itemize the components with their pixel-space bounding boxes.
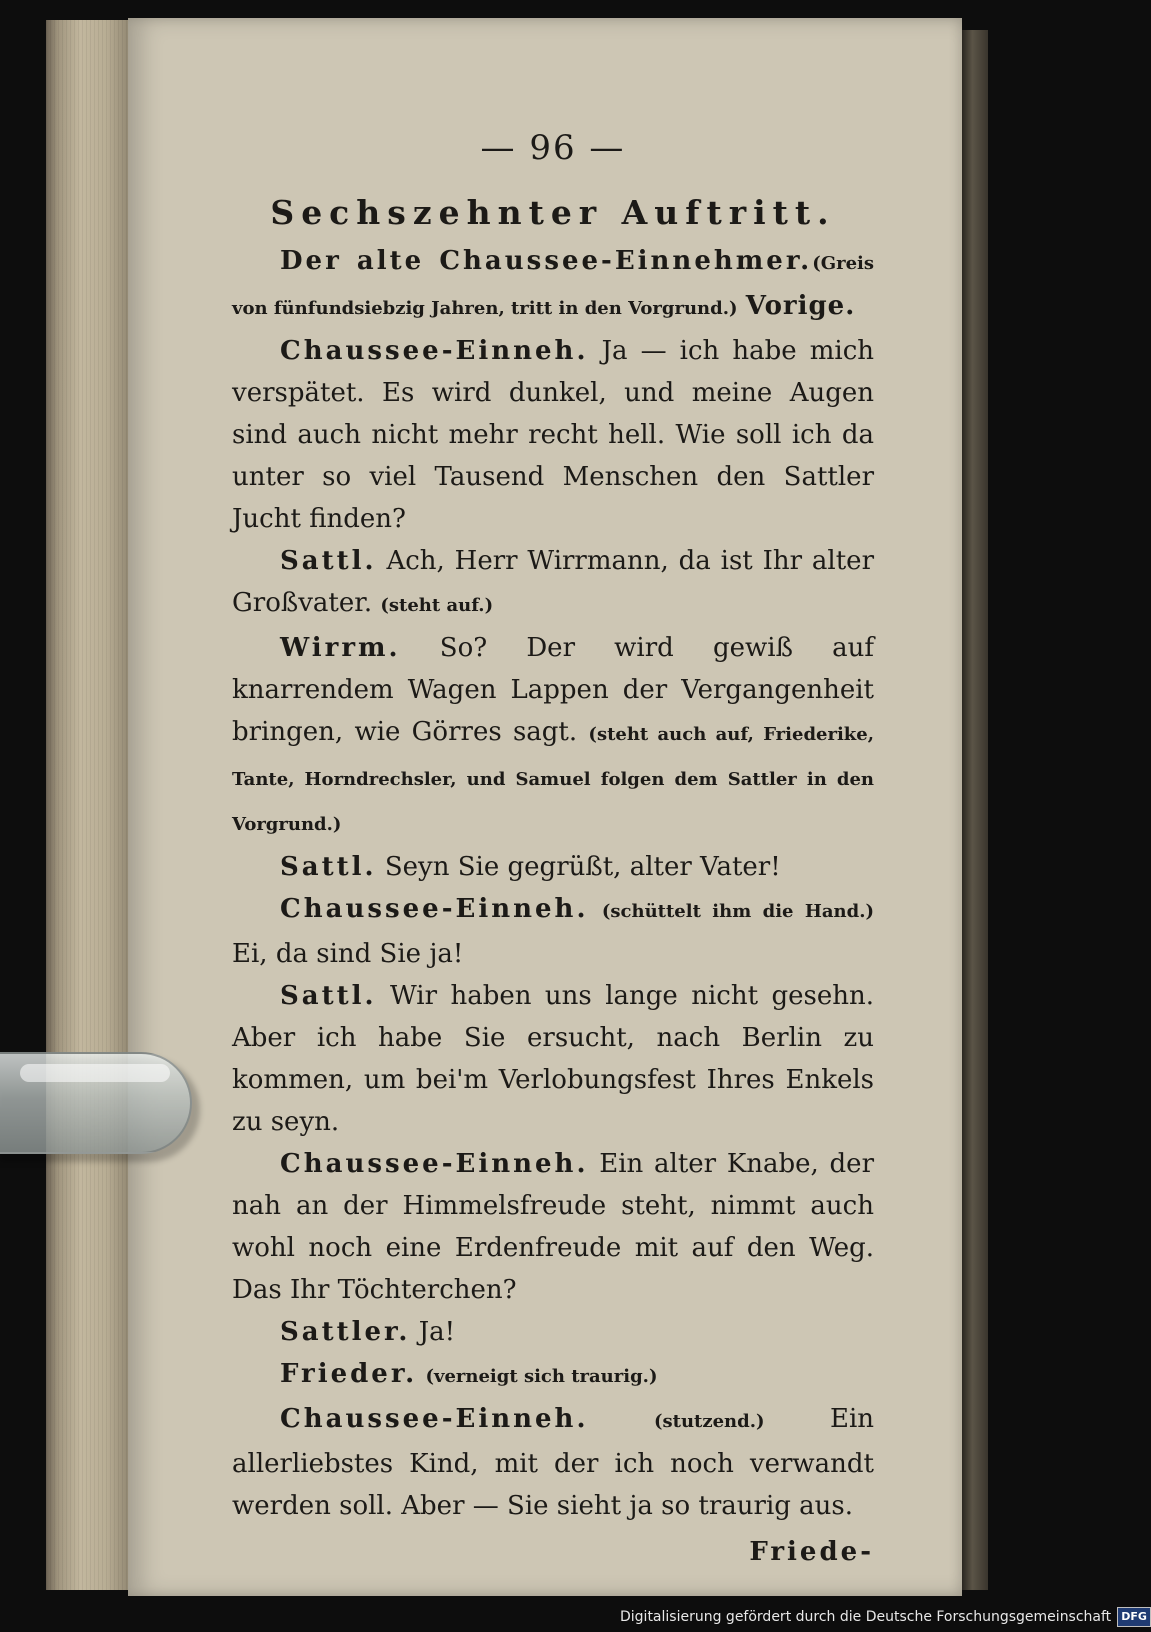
dialogue-text: Wir haben uns lange nicht gesehn. Aber ich habe Sie ersucht, nach Berlin zu kommen, um bei'm Verlobungsfest Ihres Enkels zu seyn. [232, 981, 874, 1137]
dialogue-body [232, 240, 874, 1527]
speaker-name: Sattler. [280, 1317, 411, 1347]
dialogue-paragraph [232, 627, 874, 846]
speaker-name: Chaussee-Einneh. [280, 1149, 589, 1179]
dialogue-text: Ein allerliebstes Kind, mit der ich noch verwandt werden soll. Aber — Sie sieht ja so traurig aus. [232, 1404, 874, 1521]
character-name: Vorige. [745, 291, 856, 321]
dialogue-text: Ja — ich habe mich verspätet. Es wird dunkel, und meine Augen sind auch nicht mehr recht hell. Wie soll ich da unter so viel Tausend Menschen den Sattler Jucht finden? [232, 336, 874, 534]
page-stack-texture [46, 20, 132, 1590]
dialogue-paragraph [232, 1143, 874, 1311]
dialogue-text [589, 1404, 654, 1434]
footer-text: Digitalisierung gefördert durch die Deutsche Forschungsgemeinschaft [620, 1609, 1112, 1625]
clip-highlight [20, 1064, 170, 1082]
stage-direction: (steht auch auf, Friederike, Tante, Horndrechsler, und Samuel folgen dem Sattler in den Vorgrund.) [232, 724, 874, 835]
stage-direction: (stutzend.) [653, 1411, 765, 1432]
speaker-name: Chaussee-Einneh. [280, 336, 589, 366]
next-page-edge [962, 30, 988, 1590]
dialogue-paragraph [232, 1398, 874, 1527]
page-clip [0, 1052, 192, 1154]
speaker-name: Sattl. [280, 546, 377, 576]
stage-direction: (steht auf.) [380, 595, 494, 616]
speaker-name: Chaussee-Einneh. [280, 1404, 589, 1434]
stage-direction: (Greis von fünfundsiebzig Jahren, tritt in den Vorgrund.) [232, 253, 874, 319]
dialogue-paragraph [232, 1353, 874, 1398]
page-text [232, 128, 874, 1573]
dialogue-text [589, 894, 602, 924]
speaker-name: Sattl. [280, 852, 377, 882]
dialogue-paragraph [232, 240, 874, 330]
dialogue-text: Ach, Herr Wirrmann, da ist Ihr alter Großvater. [232, 546, 874, 618]
dialogue-text: Seyn Sie gegrüßt, alter Vater! [376, 852, 781, 882]
dfg-logo: DFG [1117, 1607, 1151, 1627]
dialogue-text: Ein alter Knabe, der nah an der Himmelsfreude steht, nimmt auch wohl noch eine Erdenfreude mit auf den Weg. Das Ihr Töchterchen? [232, 1149, 874, 1305]
dialogue-paragraph [232, 975, 874, 1143]
speaker-name: Frieder. [280, 1359, 418, 1389]
speaker-name: Wirrm. [280, 633, 401, 663]
stage-direction: (schüttelt ihm die Hand.) [601, 901, 874, 922]
dialogue-paragraph [232, 1311, 874, 1353]
scene-heading: Sechszehnter Auftritt. [270, 193, 836, 232]
catchword: Friede- [749, 1537, 874, 1567]
dialogue-text [738, 291, 746, 321]
dialogue-paragraph [232, 888, 874, 975]
dialogue-text: Ja! [410, 1317, 456, 1347]
speaker-name: Sattl. [280, 981, 377, 1011]
digitization-footer [620, 1604, 1151, 1630]
dialogue-paragraph [232, 540, 874, 627]
stage-direction: (verneigt sich traurig.) [425, 1366, 658, 1387]
dialogue-paragraph [232, 330, 874, 540]
page-stack-edge [46, 20, 132, 1590]
page-number: — 96 — [480, 128, 626, 168]
dialogue-text: Ei, da sind Sie ja! [232, 939, 464, 969]
dialogue-paragraph [232, 846, 874, 888]
speaker-name: Chaussee-Einneh. [280, 894, 589, 924]
dialogue-text: So? Der wird gewiß auf knarrendem Wagen Lappen der Vergangenheit bringen, wie Görres sagt. [232, 633, 874, 747]
speaker-name: Der alte Chaussee-Einnehmer. [280, 246, 813, 276]
